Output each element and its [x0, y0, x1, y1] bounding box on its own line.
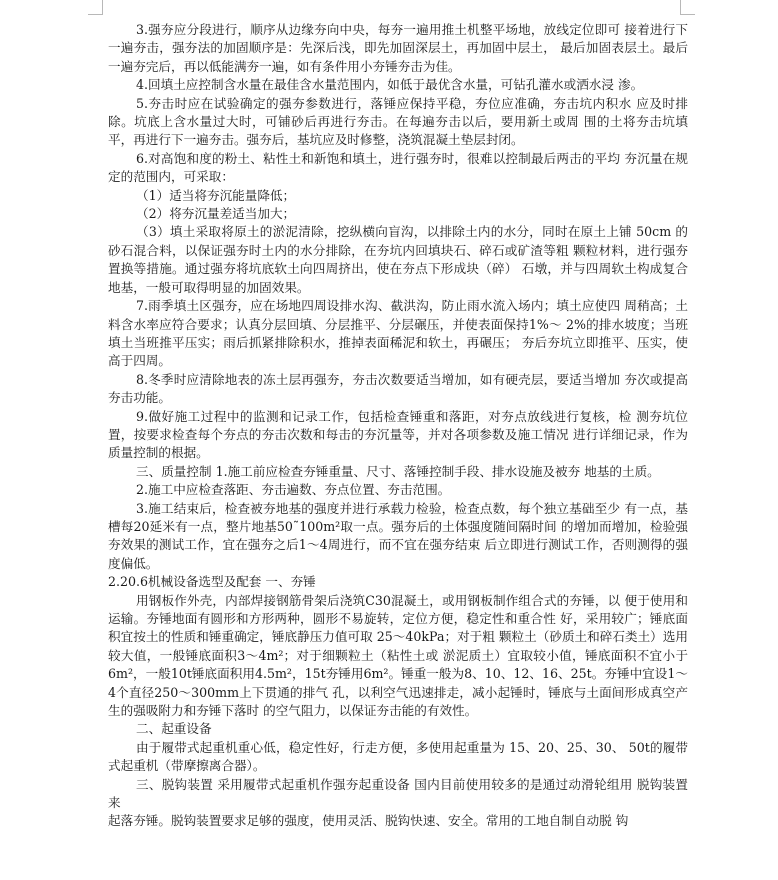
- paragraph: 用钢板作外壳，内部焊接钢筋骨架后浇筑C30混凝土，或用钢板制作组合式的夯锤，以 便于使用和运输。夯锤地面有圆形和方形两种，圆形不易旋转，定位方便，稳定性和重合性 好，采用较广；锤底面积宜按土的性质和锤重确定，锤底静压力值可取 25～40kPa；对于粗 颗粒土（砂质土和碎石类土）选用较大值，一般锤底面积3～4m²；对于细颗粒土（粘性土或 淤泥质土）宜取较小值，锤底面积不宜小于6m²，一般10t锤底面积用4.5m²，15t夯锤用6m²。锤重一般为8、10、12、16、25t。夯锤中宜设1～4个直径250～300mm上下贯通的排气 孔，以利空气迅速排走，减小起锤时，锤底与土面间形成真空产生的强吸附力和夯锤下落时 的空气阻力，以保证夯击能的有效性。: [108, 592, 688, 719]
- paragraph: 4.回填土应控制含水量在最佳含水量范围内，如低于最优含水量，可钻孔灌水或洒水浸 渗。: [136, 77, 644, 93]
- paragraph: 6.对高饱和度的粉土、粘性土和新饱和填土，进行强夯时，很难以控制最后两击的平均 夯沉量在规定的范围内，可采取：: [108, 150, 688, 185]
- paragraph: （1）适当将夯沉能量降低；: [136, 187, 296, 203]
- paragraph: 起落夯锤。脱钩装置要求足够的强度，使用灵活、脱钩快速、安全。常用的工地自制自动脱 钩: [108, 813, 629, 829]
- paragraph: 由于履带式起重机重心低，稳定性好，行走方便，多使用起重量为 15、20、25、30、 50t的履带式起重机（带摩擦离合器）。: [108, 739, 688, 774]
- paragraph: 二、起重设备: [136, 721, 212, 737]
- paragraph: 3.强夯应分段进行，顺序从边缘夯向中央，每夯一遍用推土机整平场地，放线定位即可 接着进行下一遍夯击，强夯法的加固顺序是：先深后浅，即先加固深层土，再加固中层土， 最后加固表层土。最后一遍夯完后，再以低能满夯一遍，如有条件用小夯锤夯击为佳。: [108, 22, 688, 74]
- paragraph: 三、脱钩装置 采用履带式起重机作强夯起重设备 国内目前使用较多的是通过动滑轮组用 脱钩装置来: [108, 776, 688, 811]
- page-corner-mark-left: [88, 0, 103, 15]
- page-corner-mark-right: [680, 0, 695, 15]
- paragraph: 3.施工结束后，检查被夯地基的强度并进行承载力检验，检查点数，每个独立基础至少 有一点，基槽每20延米有一点，整片地基50˜100m²取一点。强夯后的土体强度随间隔时间 的增加而增加，检验强夯效果的测试工作，宜在强夯之后1～4周进行，而不宜在强夯结束 后立即进行测试工作，否则测得的强度偏低。: [108, 500, 688, 571]
- paragraph: 2.施工中应检查落距、夯击遍数、夯点位置、夯击范围。: [136, 482, 451, 498]
- paragraph: 9.做好施工过程中的监测和记录工作，包括检查锤重和落距，对夯点放线进行复核，检 测夯坑位置，按要求检查每个夯点的夯击次数和每击的夯沉量等，并对各项参数及施工情况 进行详细记录，作为质量控制的根据。: [108, 408, 688, 461]
- paragraph: 5.夯击时应在试验确定的强夯参数进行，落锤应保持平稳，夯位应准确，夯击坑内积水 应及时排除。坑底上含水量过大时，可铺砂后再进行夯击。在每遍夯击以后，要用新土或周 围的土将夯击坑填平，再进行下一遍夯击。强夯后，基坑应及时修整，浇筑混凝土垫层封闭。: [108, 95, 688, 148]
- paragraph: 8.冬季时应清除地表的冻土层再强夯，夯击次数要适当增加，如有硬壳层，要适当增加 夯次或提高夯击功能。: [108, 371, 688, 406]
- paragraph: 三、质量控制 1.施工前应检查夯锤重量、尺寸、落锤控制手段、排水设施及被夯 地基的土质。: [136, 463, 660, 479]
- paragraph: 2.20.6机械设备选型及配套 一、夯锤: [108, 574, 316, 590]
- paragraph: （2）将夯沉量差适当加大；: [136, 206, 296, 222]
- paragraph: （3）填土采取将原土的淤泥清除，挖纵横向盲沟，以排除土内的水分，同时在原土上铺 50cm 的砂石混合料，以保证强夯时土内的水分排除，在夯坑内回填块石、碎石或矿渣等粗 颗粒材料，进行强夯置换等措施。通过强夯将坑底软土向四周挤出，使在夯点下形成块（碎） 石墩，并与四周软土构成复合地基，一般可取得明显的加固效果。: [108, 224, 688, 295]
- paragraph: 7.雨季填土区强夯，应在场地四周设排水沟、截洪沟，防止雨水流入场内；填土应使四 周稍高；土料含水率应符合要求；认真分层回填、分层推平、分层碾压，并使表面保持1%～ 2%的排水坡度；当班填土当班推平压实；雨后抓紧排除积水，推掉表面稀泥和软土，再碾压； 夯后夯坑立即推平、压实，使高于四周。: [108, 298, 688, 369]
- document-body: [108, 21, 688, 831]
